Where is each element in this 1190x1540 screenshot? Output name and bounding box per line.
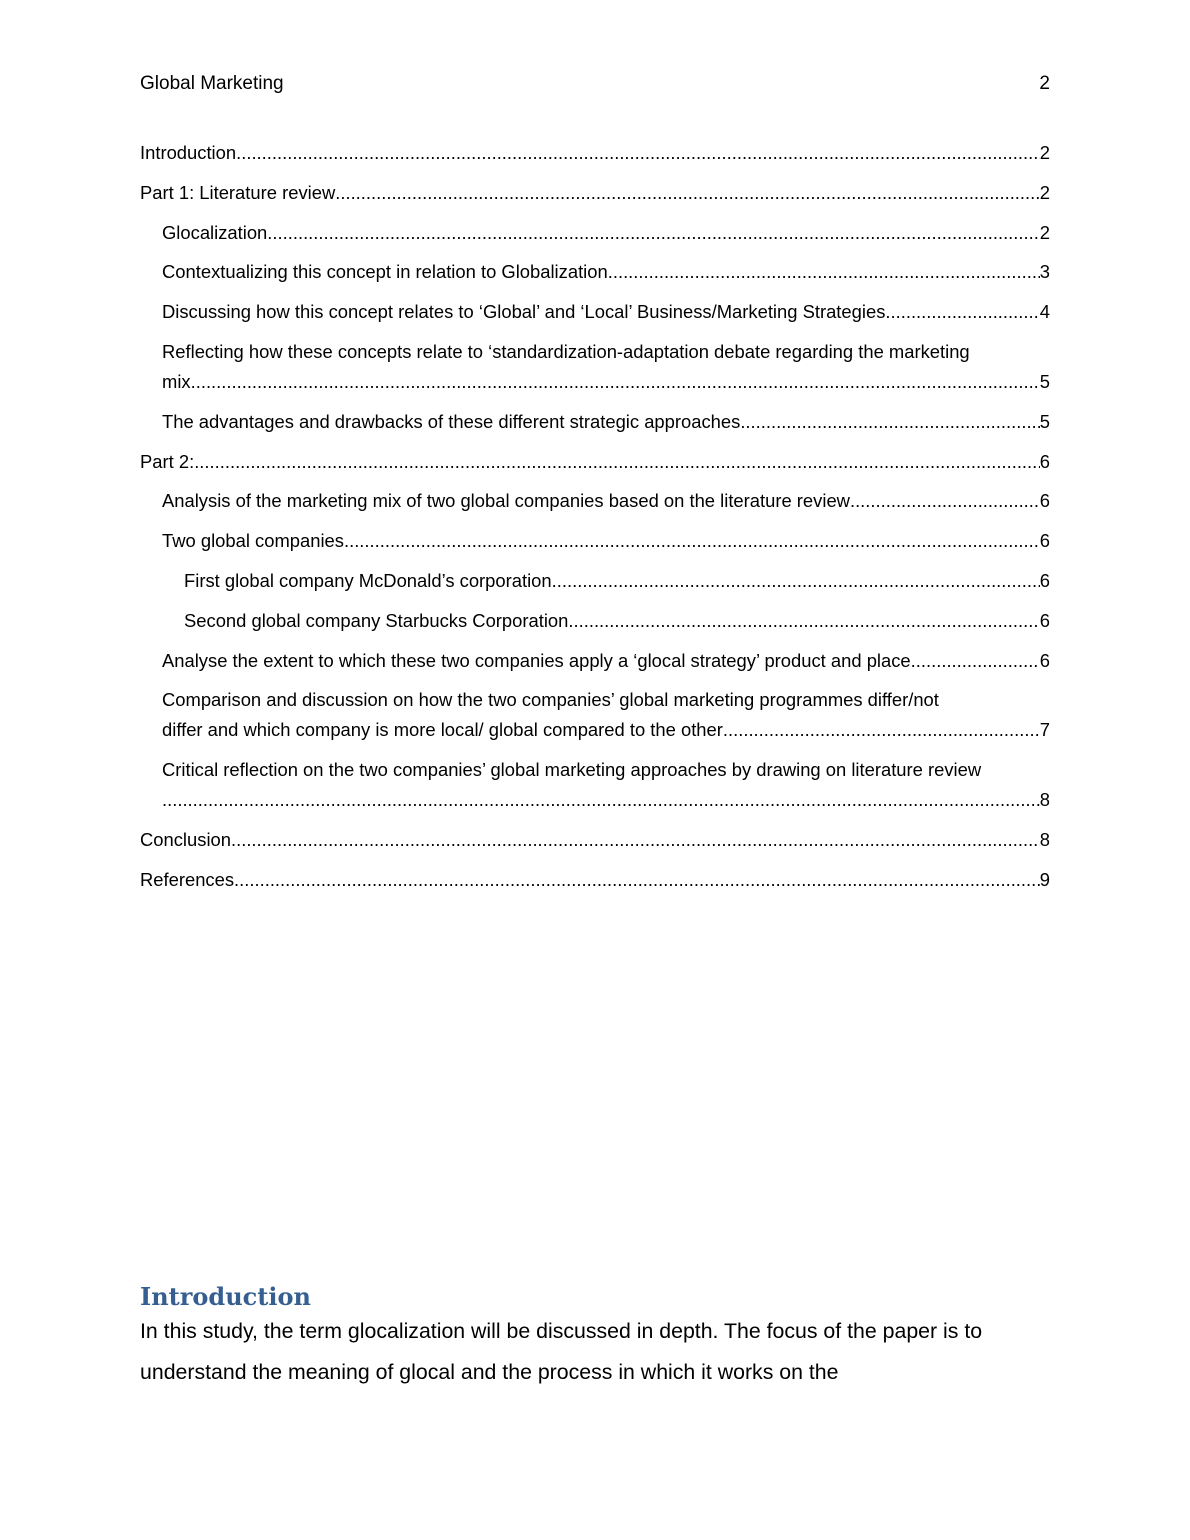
toc-dot-leader — [723, 715, 1040, 745]
toc-entry-page-number: 6 — [1039, 649, 1050, 671]
toc-entry-line — [140, 138, 1050, 168]
toc-entry-page-number: 6 — [1039, 490, 1050, 512]
toc-entry-line — [140, 447, 1050, 477]
header-title: Global Marketing — [140, 73, 284, 94]
toc-entry-line — [162, 785, 1050, 815]
toc-dot-leader — [344, 526, 1040, 556]
toc-entry-title: First global company McDonald’s corporation — [184, 569, 552, 591]
toc-entry-title: Glocalization — [162, 221, 268, 243]
toc-entry-title-line: Critical reflection on the two companies’ global marketing approaches by drawing on literature review — [162, 759, 982, 781]
toc-dot-leader — [234, 865, 1040, 895]
header-page-number: 2 — [1039, 73, 1050, 94]
toc-entry-line — [184, 606, 1050, 636]
toc-entry-page-number: 5 — [1039, 370, 1050, 392]
toc-entry-title: Introduction — [140, 142, 237, 163]
toc-dot-leader — [608, 257, 1040, 287]
toc-entry-line — [162, 407, 1050, 437]
toc-dot-leader — [194, 447, 1040, 477]
toc-entry-page-number: 8 — [1039, 789, 1050, 811]
toc-entry[interactable] — [140, 138, 1050, 168]
toc-entry-title: Discussing how this concept relates to ‘Global’ and ‘Local’ Business/Marketing Strategies — [162, 301, 886, 323]
toc-dot-leader — [236, 138, 1040, 168]
toc-entry-page-number: 2 — [1039, 181, 1050, 203]
toc-entry-line — [140, 178, 1050, 208]
toc-entry-page-number: 8 — [1039, 828, 1050, 850]
toc-entry-line — [184, 566, 1050, 596]
toc-entry-title: Part 1: Literature review — [140, 181, 336, 203]
toc-entry-page-number: 4 — [1039, 301, 1050, 323]
toc-dot-leader — [850, 486, 1040, 516]
toc-entry[interactable] — [140, 178, 1050, 208]
toc-entry-page-number: 7 — [1039, 719, 1050, 741]
toc-entry[interactable] — [140, 646, 1050, 676]
toc-entry[interactable] — [140, 257, 1050, 287]
toc-entry-title: Analyse the extent to which these two companies apply a ‘glocal strategy’ product and place — [162, 649, 911, 671]
toc-entry-title: differ and which company is more local/ global compared to the other — [162, 719, 723, 741]
toc-entry[interactable] — [140, 825, 1050, 855]
toc-entry-title: Contextualizing this concept in relation to Globalization — [162, 261, 608, 283]
toc-entry-title: Two global companies — [162, 530, 344, 552]
toc-entry-line — [140, 825, 1050, 855]
toc-dot-leader — [911, 646, 1040, 676]
toc-entry[interactable] — [140, 865, 1050, 895]
table-of-contents — [140, 138, 1050, 905]
toc-entry-line — [162, 526, 1050, 556]
introduction-heading: Introduction — [140, 1282, 311, 1311]
toc-entry[interactable] — [140, 486, 1050, 516]
toc-entry-line — [162, 367, 1050, 397]
toc-entry-page-number: 6 — [1039, 530, 1050, 552]
toc-entry-title: Conclusion — [140, 828, 231, 850]
toc-entry-line — [162, 715, 1050, 745]
toc-entry[interactable] — [140, 755, 1050, 815]
toc-entry[interactable] — [140, 566, 1050, 596]
toc-dot-leader — [335, 178, 1040, 208]
toc-dot-leader — [885, 297, 1039, 327]
toc-entry-title-line: Reflecting how these concepts relate to ‘standardization-adaptation debate regarding the marketing — [162, 340, 970, 362]
introduction-body: In this study, the term glocalization will be discussed in depth. The focus of the paper is to understand the meaning of glocal and the process in which it works on the — [140, 1319, 983, 1384]
toc-entry-title: Second global company Starbucks Corporation — [184, 609, 569, 631]
toc-entry-title: Analysis of the marketing mix of two global companies based on the literature review — [162, 490, 850, 512]
toc-entry-title-line: Comparison and discussion on how the two companies’ global marketing programmes differ/not — [162, 689, 939, 711]
toc-entry-line — [162, 486, 1050, 516]
toc-entry-page-number: 5 — [1039, 410, 1050, 432]
toc-entry[interactable] — [140, 685, 1050, 745]
toc-entry[interactable] — [140, 297, 1050, 327]
toc-dot-leader — [552, 566, 1040, 596]
toc-entry-page-number: 6 — [1039, 569, 1050, 591]
toc-dot-leader — [740, 407, 1039, 437]
toc-entry-line — [162, 646, 1050, 676]
toc-entry-page-number: 6 — [1039, 450, 1050, 472]
toc-entry-page-number: 2 — [1039, 142, 1050, 163]
toc-dot-leader — [568, 606, 1039, 636]
toc-entry-title: mix — [162, 370, 191, 392]
toc-entry-page-number: 3 — [1039, 261, 1050, 283]
toc-entry[interactable] — [140, 606, 1050, 636]
toc-entry-line — [162, 257, 1050, 287]
toc-entry[interactable] — [140, 407, 1050, 437]
toc-dot-leader — [231, 825, 1040, 855]
toc-entry-title: The advantages and drawbacks of these different strategic approaches — [162, 410, 741, 432]
toc-entry-title: References — [140, 868, 235, 890]
toc-entry-line — [162, 218, 1050, 248]
toc-dot-leader — [191, 367, 1040, 397]
toc-entry-page-number: 6 — [1039, 609, 1050, 631]
toc-dot-leader — [162, 785, 1040, 815]
toc-entry-page-number: 9 — [1039, 868, 1050, 890]
toc-entry-line — [162, 297, 1050, 327]
toc-entry-title: Part 2: — [140, 450, 195, 472]
toc-entry-line — [140, 865, 1050, 895]
page-header — [140, 70, 1050, 98]
toc-entry[interactable] — [140, 218, 1050, 248]
toc-entry[interactable] — [140, 447, 1050, 477]
toc-entry[interactable] — [140, 337, 1050, 397]
toc-entry-page-number: 2 — [1039, 221, 1050, 243]
toc-dot-leader — [267, 218, 1039, 248]
toc-entry[interactable] — [140, 526, 1050, 556]
